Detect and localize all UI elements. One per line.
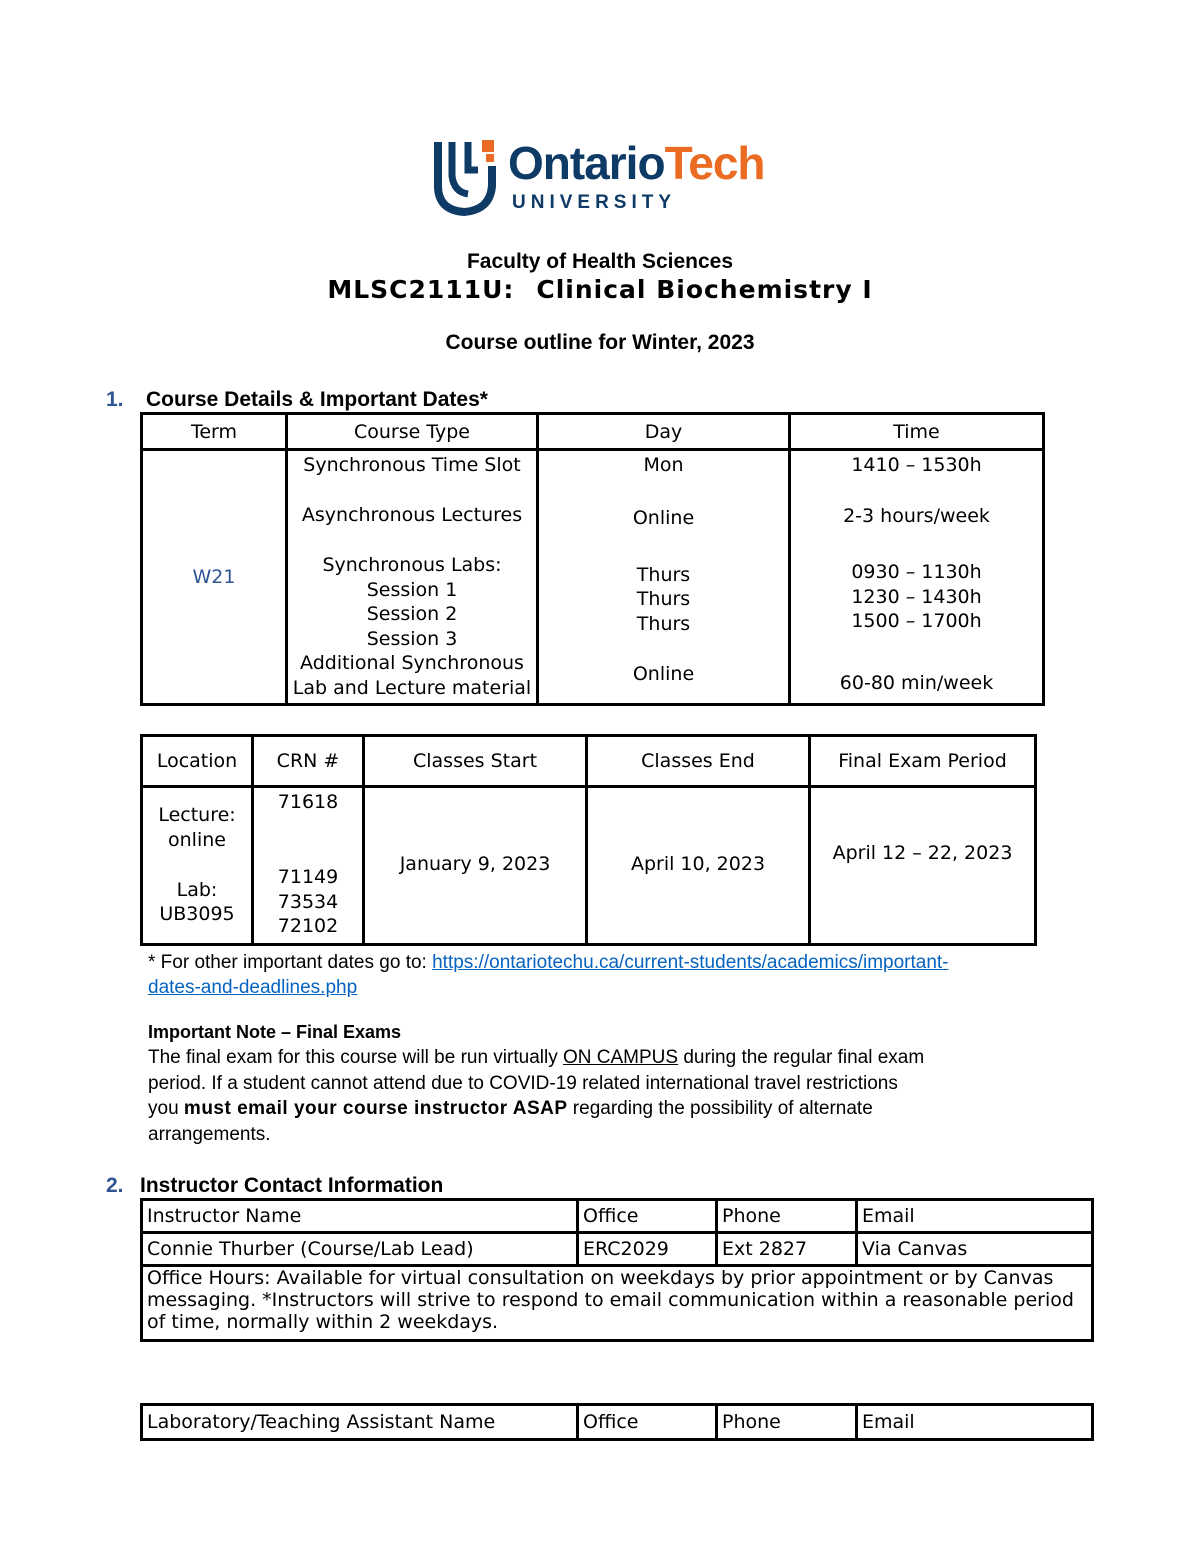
- table-row: [142, 1233, 1093, 1266]
- important-dates-link[interactable]: https://ontariotechu.ca/current-students/academics/important-: [432, 952, 949, 973]
- logo-wordmark: OntarioTech: [508, 137, 765, 189]
- header-ta-phone: Phone: [717, 1405, 857, 1440]
- header-final-exam: Final Exam Period: [810, 736, 1036, 787]
- important-dates-link-continued[interactable]: dates-and-deadlines.php: [148, 977, 358, 998]
- classes-end-cell: [587, 787, 810, 945]
- header-email: Email: [857, 1200, 1093, 1233]
- table-header-row: [142, 1200, 1093, 1233]
- table-header-row: [142, 414, 1044, 450]
- instructor-office: ERC2029: [578, 1233, 717, 1266]
- section-2-heading: 2. Instructor Contact Information: [106, 1174, 444, 1197]
- day-item: Online: [632, 663, 695, 685]
- day-item: Thurs: [636, 588, 691, 610]
- important-note-body: The final exam for this course will be run virtually ON CAMPUS during the regular final exam period. If a student cannot attend due to COVID-19 related international travel restrictions you must email your course instructor ASAP regarding the possibility of alternate arrangements.: [148, 1047, 925, 1145]
- course-type-item: Lab and Lecture material: [292, 677, 532, 699]
- ta-contact-table: [140, 1403, 1094, 1441]
- course-details-table: [140, 412, 1045, 706]
- location-lecture-value: online: [168, 829, 226, 851]
- day-item: Thurs: [636, 613, 691, 635]
- table-header-row: [142, 1405, 1093, 1440]
- header-office: Office: [578, 1200, 717, 1233]
- logo-subtitle: UNIVERSITY: [512, 192, 677, 213]
- header-phone: Phone: [717, 1200, 857, 1233]
- header-ta-office: Office: [578, 1405, 717, 1440]
- crn-item: 72102: [277, 915, 339, 937]
- day-cell: [538, 450, 790, 705]
- course-title: [0, 275, 1200, 304]
- time-item: 1500 – 1700h: [851, 610, 982, 632]
- course-type-item: Synchronous Labs:: [322, 554, 502, 576]
- time-item: 0930 – 1130h: [851, 561, 982, 583]
- table-row: [142, 787, 1036, 945]
- course-type-item: Additional Synchronous: [300, 652, 524, 674]
- classes-end-value: April 10, 2023: [630, 853, 766, 875]
- location-lab-label: Lab:: [176, 879, 218, 901]
- course-type-item: Session 2: [366, 603, 458, 625]
- day-item: Online: [632, 507, 695, 529]
- course-type-cell: [287, 450, 538, 705]
- classes-start-cell: [364, 787, 587, 945]
- table-row: [142, 450, 1044, 705]
- crn-item: 71149: [277, 866, 339, 888]
- instructor-name: Connie Thurber (Course/Lab Lead): [142, 1233, 578, 1266]
- instructor-email: Via Canvas: [857, 1233, 1093, 1266]
- course-code: MLSC2111U:: [327, 275, 515, 304]
- header-instructor-name: Instructor Name: [142, 1200, 578, 1233]
- outline-heading: Course outline for Winter, 2023: [445, 331, 755, 354]
- day-item: Thurs: [636, 564, 691, 586]
- location-lecture-label: Lecture:: [158, 804, 236, 826]
- time-item: 2-3 hours/week: [843, 505, 990, 527]
- time-item: 60-80 min/week: [839, 672, 994, 694]
- crn-item: 71618: [277, 791, 339, 813]
- time-cell: [790, 450, 1044, 705]
- time-item: 1230 – 1430h: [851, 586, 982, 608]
- ontario-tech-shield-icon: [434, 136, 498, 216]
- header-classes-start: Classes Start: [364, 736, 587, 787]
- term-cell: [142, 450, 287, 705]
- header-term: Term: [142, 414, 287, 450]
- crn-item: 73534: [277, 891, 339, 913]
- university-logo: [434, 136, 774, 216]
- course-type-item: Session 3: [366, 628, 458, 650]
- header-ta-name: Laboratory/Teaching Assistant Name: [142, 1405, 578, 1440]
- course-type-item: Asynchronous Lectures: [301, 504, 523, 526]
- crn-cell: [253, 787, 364, 945]
- header-ta-email: Email: [857, 1405, 1093, 1440]
- day-item: Mon: [643, 454, 684, 476]
- table-header-row: [142, 736, 1036, 787]
- office-hours-text: Office Hours: Available for virtual consultation on weekdays by prior appointment or by Canvas messaging. *Instructors will strive to respond to email communication within a reasonable period of time, normally within 2 weekdays.: [142, 1266, 1093, 1341]
- important-dates-footnote: [148, 950, 949, 1000]
- footnote-prefix: * For other important dates go to:: [148, 952, 433, 973]
- email-instructor-emphasis: must email your course instructor ASAP: [183, 1098, 568, 1119]
- header-time: Time: [790, 414, 1044, 450]
- schedule-table: [140, 734, 1037, 946]
- important-note-title: Important Note – Final Exams: [148, 1022, 402, 1042]
- time-item: 1410 – 1530h: [851, 454, 982, 476]
- course-type-item: Synchronous Time Slot: [303, 454, 521, 476]
- course-type-item: Session 1: [366, 579, 458, 601]
- final-exam-value: April 12 – 22, 2023: [832, 842, 1013, 864]
- header-course-type: Course Type: [287, 414, 538, 450]
- instructor-contact-table: [140, 1198, 1094, 1342]
- location-lab-value: UB3095: [159, 903, 235, 925]
- header-day: Day: [538, 414, 790, 450]
- section-1-heading: 1. Course Details & Important Dates*: [106, 388, 488, 411]
- faculty-name: Faculty of Health Sciences: [466, 250, 734, 273]
- header-crn: CRN #: [253, 736, 364, 787]
- term-value: W21: [192, 566, 236, 588]
- office-hours-row: [142, 1266, 1093, 1341]
- header-location: Location: [142, 736, 253, 787]
- instructor-phone: Ext 2827: [717, 1233, 857, 1266]
- header-classes-end: Classes End: [587, 736, 810, 787]
- classes-start-value: January 9, 2023: [399, 853, 551, 875]
- location-cell: [142, 787, 253, 945]
- on-campus-text: ON CAMPUS: [563, 1047, 679, 1068]
- course-name: Clinical Biochemistry I: [536, 275, 873, 304]
- final-exam-cell: [810, 787, 1036, 945]
